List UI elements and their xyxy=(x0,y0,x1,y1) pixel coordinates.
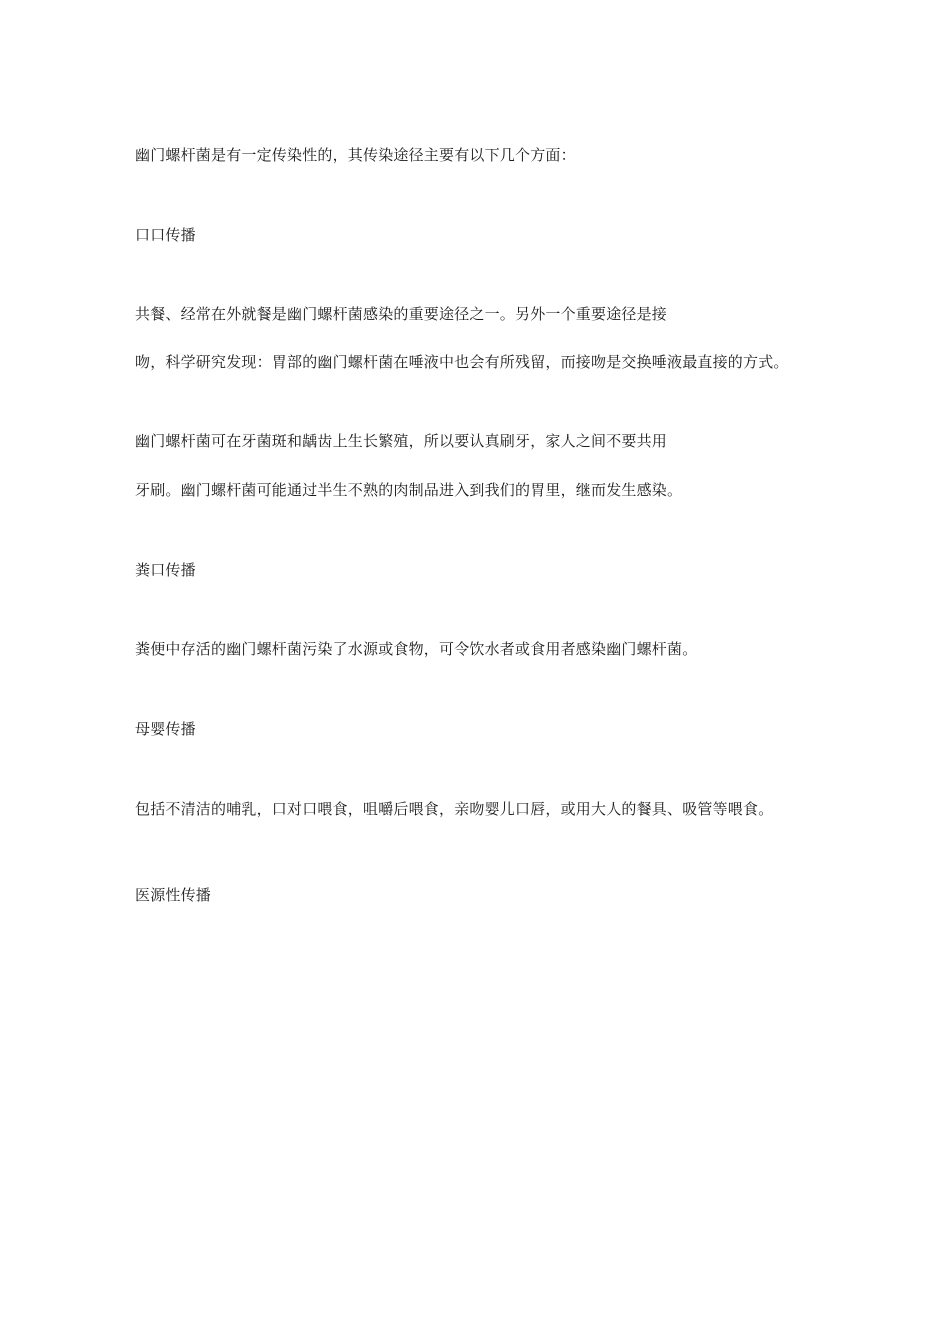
section-heading-iatrogenic: 医源性传播 xyxy=(135,886,212,904)
intro-text: 幽门螺杆菌是有一定传染性的，其传染途径主要有以下几个方面： xyxy=(135,146,576,164)
paragraph-line: 共餐、经常在外就餐是幽门螺杆菌感染的重要途径之一。另外一个重要途径是接 xyxy=(135,305,668,323)
section-heading-fecal-oral: 粪口传播 xyxy=(135,561,196,579)
paragraph-line: 牙刷。幽门螺杆菌可能通过半生不熟的肉制品进入到我们的胃里，继而发生感染。 xyxy=(135,481,683,499)
paragraph-line: 粪便中存活的幽门螺杆菌污染了水源或食物，可令饮水者或食用者感染幽门螺杆菌。 xyxy=(135,640,698,658)
section-heading-oral: 口口传播 xyxy=(135,226,196,244)
paragraph-line: 包括不清洁的哺乳，口对口喂食，咀嚼后喂食，亲吻婴儿口唇，或用大人的餐具、吸管等喂食。 xyxy=(135,800,774,818)
paragraph-line: 幽门螺杆菌可在牙菌斑和龋齿上生长繁殖，所以要认真刷牙，家人之间不要共用 xyxy=(135,432,668,450)
paragraph-line: 吻，科学研究发现：胃部的幽门螺杆菌在唾液中也会有所残留，而接吻是交换唾液最直接的方式。 xyxy=(135,353,789,371)
section-heading-mother-infant: 母婴传播 xyxy=(135,720,196,738)
